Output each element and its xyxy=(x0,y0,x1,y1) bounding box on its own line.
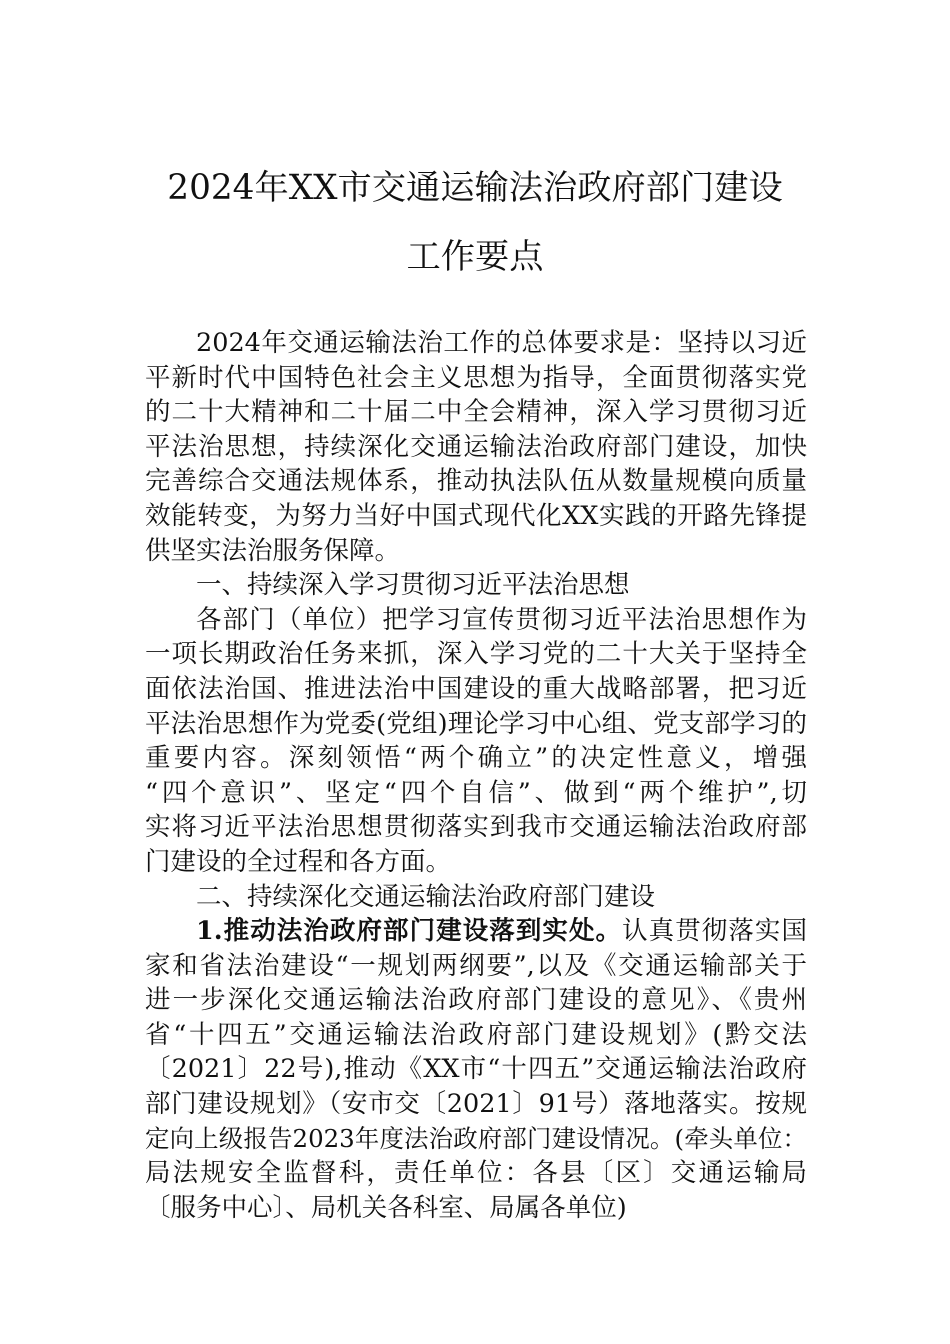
text-line: 效能转变，为努力当好中国式现代化XX实践的开路先锋提 xyxy=(145,500,807,531)
text-line: 〔服务中心〕、局机关各科室、局属各单位) xyxy=(145,1192,627,1223)
text-line: 重要内容。深刻领悟“两个确立”的决定性意义，增强 xyxy=(145,743,807,774)
text-line: 面依法治国、推进法治中国建设的重大战略部署，把习近 xyxy=(145,673,807,704)
section-heading-2: 二、持续深化交通运输法治政府部门建设 xyxy=(196,881,656,912)
text-line: 部门建设规划》（安市交〔2021〕91号）落地落实。按规 xyxy=(145,1089,807,1120)
text-line: 门建设的全过程和各方面。 xyxy=(145,846,452,877)
text-line: 的二十大精神和二十届二中全会精神，深入学习贯彻习近 xyxy=(145,397,807,428)
text-line: 平新时代中国特色社会主义思想为指导，全面贯彻落实党 xyxy=(145,362,807,393)
text-line: 实将习近平法治思想贯彻落实到我市交通运输法治政府部 xyxy=(145,812,807,843)
text-line: “四个意识”、坚定“四个自信”、做到“两个维护”,切 xyxy=(145,777,807,808)
text-line: 完善综合交通法规体系，推动执法队伍从数量规模向质量 xyxy=(145,466,807,497)
text-line: 〔2021〕22号),推动《XX市“十四五”交通运输法治政府 xyxy=(145,1054,807,1085)
text-line: 平法治思想作为党委(党组)理论学习中心组、党支部学习的 xyxy=(145,708,807,739)
document-body xyxy=(145,326,807,1225)
document-title-line-2: 工作要点 xyxy=(406,237,544,277)
text-line: 供坚实法治服务保障。 xyxy=(145,535,401,566)
text-line: 各部门（单位）把学习宣传贯彻习近平法治思想作为 xyxy=(196,604,807,635)
text-line: 1.推动法治政府部门建设落到实处。认真贯彻落实国 xyxy=(196,916,807,947)
text-line: 局法规安全监督科，责任单位：各县〔区〕交通运输局 xyxy=(145,1158,807,1189)
text-line: 一项长期政治任务来抓，深入学习党的二十大关于坚持全 xyxy=(145,639,807,670)
document-title-line-1: 2024年XX市交通运输法治政府部门建设 xyxy=(167,168,783,208)
item-heading: 1.推动法治政府部门建设落到实处。 xyxy=(196,916,623,947)
text-line: 进一步深化交通运输法治政府部门建设的意见》、《贵州 xyxy=(145,985,807,1016)
text-line: 家和省法治建设“一规划两纲要”,以及《交通运输部关于 xyxy=(145,950,807,981)
text-line: 省“十四五”交通运输法治政府部门建设规划》(黔交法 xyxy=(145,1019,807,1050)
text-line: 平法治思想，持续深化交通运输法治政府部门建设，加快 xyxy=(145,431,807,462)
section-heading-1: 一、持续深入学习贯彻习近平法治思想 xyxy=(196,570,630,601)
text-line: 2024年交通运输法治工作的总体要求是：坚持以习近 xyxy=(196,328,807,358)
text-line: 定向上级报告2023年度法治政府部门建设情况。(牵头单位： xyxy=(145,1123,807,1153)
